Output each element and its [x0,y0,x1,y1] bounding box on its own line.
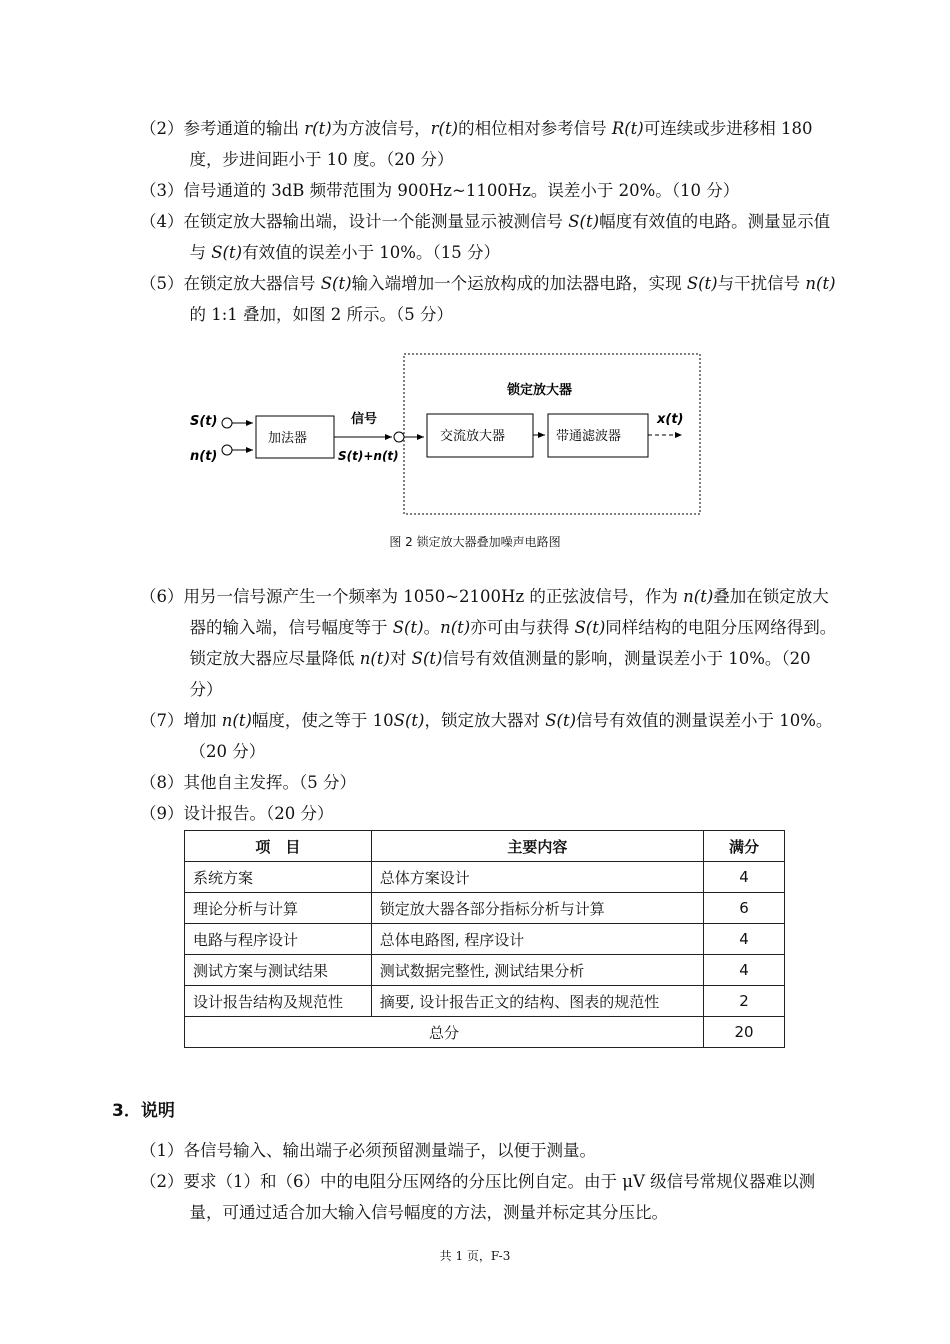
lock-in-box-title: 锁定放大器 [507,383,573,398]
scoring-table [184,830,785,1048]
figure-caption: 图 2 锁定放大器叠加噪声电路图 [389,535,561,549]
table-cell: 4 [704,862,785,893]
table-cell: 总体电路图, 程序设计 [371,924,703,955]
table-cell: 设计报告结构及规范性 [185,986,372,1017]
table-cell: 系统方案 [185,862,372,893]
table-cell: 摘要, 设计报告正文的结构、图表的规范性 [371,986,703,1017]
table-header: 项 目 [185,831,372,862]
page-footer: 共 1 页，F-3 [439,1249,511,1263]
table-row [185,955,785,986]
table-cell: 4 [704,924,785,955]
table-cell: 测试数据完整性, 测试结果分析 [371,955,703,986]
item-4: （4）在锁定放大器输出端，设计一个能测量显示被测信号 S(t)幅度有效值的电路。测量显示值与 S(t)有效值的误差小于 10%。（15 分） [140,212,831,262]
input-s-terminal [222,418,232,428]
item-6: （6）用另一信号源产生一个频率为 1050~2100Hz 的正弦波信号，作为 n(t)叠加在锁定放大器的输入端，信号幅度等于 S(t)。n(t)亦可由与获得 S(t)同样结构的电阻分压网络得到。锁定放大器应尽量降低 n(t)对 S(t)信号有效值测量的影响，测量误差小于 10%。（20 分） [140,587,837,699]
item-8: （8）其他自主发挥。（5 分） [140,773,356,792]
item-7: （7）增加 n(t)幅度，使之等于 10S(t)，锁定放大器对 S(t)信号有效值的测量误差小于 10%。（20 分） [140,711,833,761]
total-label: 总分 [185,1017,704,1048]
sum-label: S(t)+n(t) [338,449,399,463]
table-cell: 6 [704,893,785,924]
item-5: （5）在锁定放大器信号 S(t)输入端增加一个运放构成的加法器电路，实现 S(t)与干扰信号 n(t)的 1:1 叠加，如图 2 所示。（5 分） [140,274,836,324]
item-3: （3）信号通道的 3dB 频带范围为 900Hz~1100Hz。误差小于 20%。（10 分） [140,181,740,200]
table-cell: 2 [704,986,785,1017]
input-s-label: S(t) [190,414,218,429]
table-cell: 锁定放大器各部分指标分析与计算 [371,893,703,924]
table-cell: 总体方案设计 [371,862,703,893]
figure-2-diagram [180,350,720,520]
signal-input-terminal [394,432,404,442]
table-header: 主要内容 [371,831,703,862]
table-row [185,893,785,924]
note-2: （2）要求（1）和（6）中的电阻分压网络的分压比例自定。由于 μV 级信号常规仪器难以测量，可通过适合加大输入信号幅度的方法，测量并标定其分压比。 [140,1172,816,1222]
table-total-row [185,1017,785,1048]
table-row [185,924,785,955]
table-header-row [185,831,785,862]
signal-label: 信号 [351,412,378,427]
item-2: （2）参考通道的输出 r(t)为方波信号，r(t)的相位相对参考信号 R(t)可连续或步进移相 180 度，步进间距小于 10 度。（20 分） [140,119,813,169]
input-n-label: n(t) [190,449,218,464]
table-row [185,986,785,1017]
adder-label: 加法器 [268,431,308,446]
table-header: 满分 [704,831,785,862]
ac-amplifier-label: 交流放大器 [440,429,506,444]
total-value: 20 [704,1017,785,1048]
table-row [185,862,785,893]
section-3-title: 3．说明 [112,1101,175,1121]
table-cell: 电路与程序设计 [185,924,372,955]
bandpass-filter-label: 带通滤波器 [556,429,622,444]
note-1: （1）各信号输入、输出端子必须预留测量端子，以便于测量。 [140,1141,596,1160]
table-cell: 理论分析与计算 [185,893,372,924]
table-cell: 4 [704,955,785,986]
item-9: （9）设计报告。（20 分） [140,804,334,823]
output-label: x(t) [657,412,684,427]
table-cell: 测试方案与测试结果 [185,955,372,986]
input-n-terminal [222,445,232,455]
